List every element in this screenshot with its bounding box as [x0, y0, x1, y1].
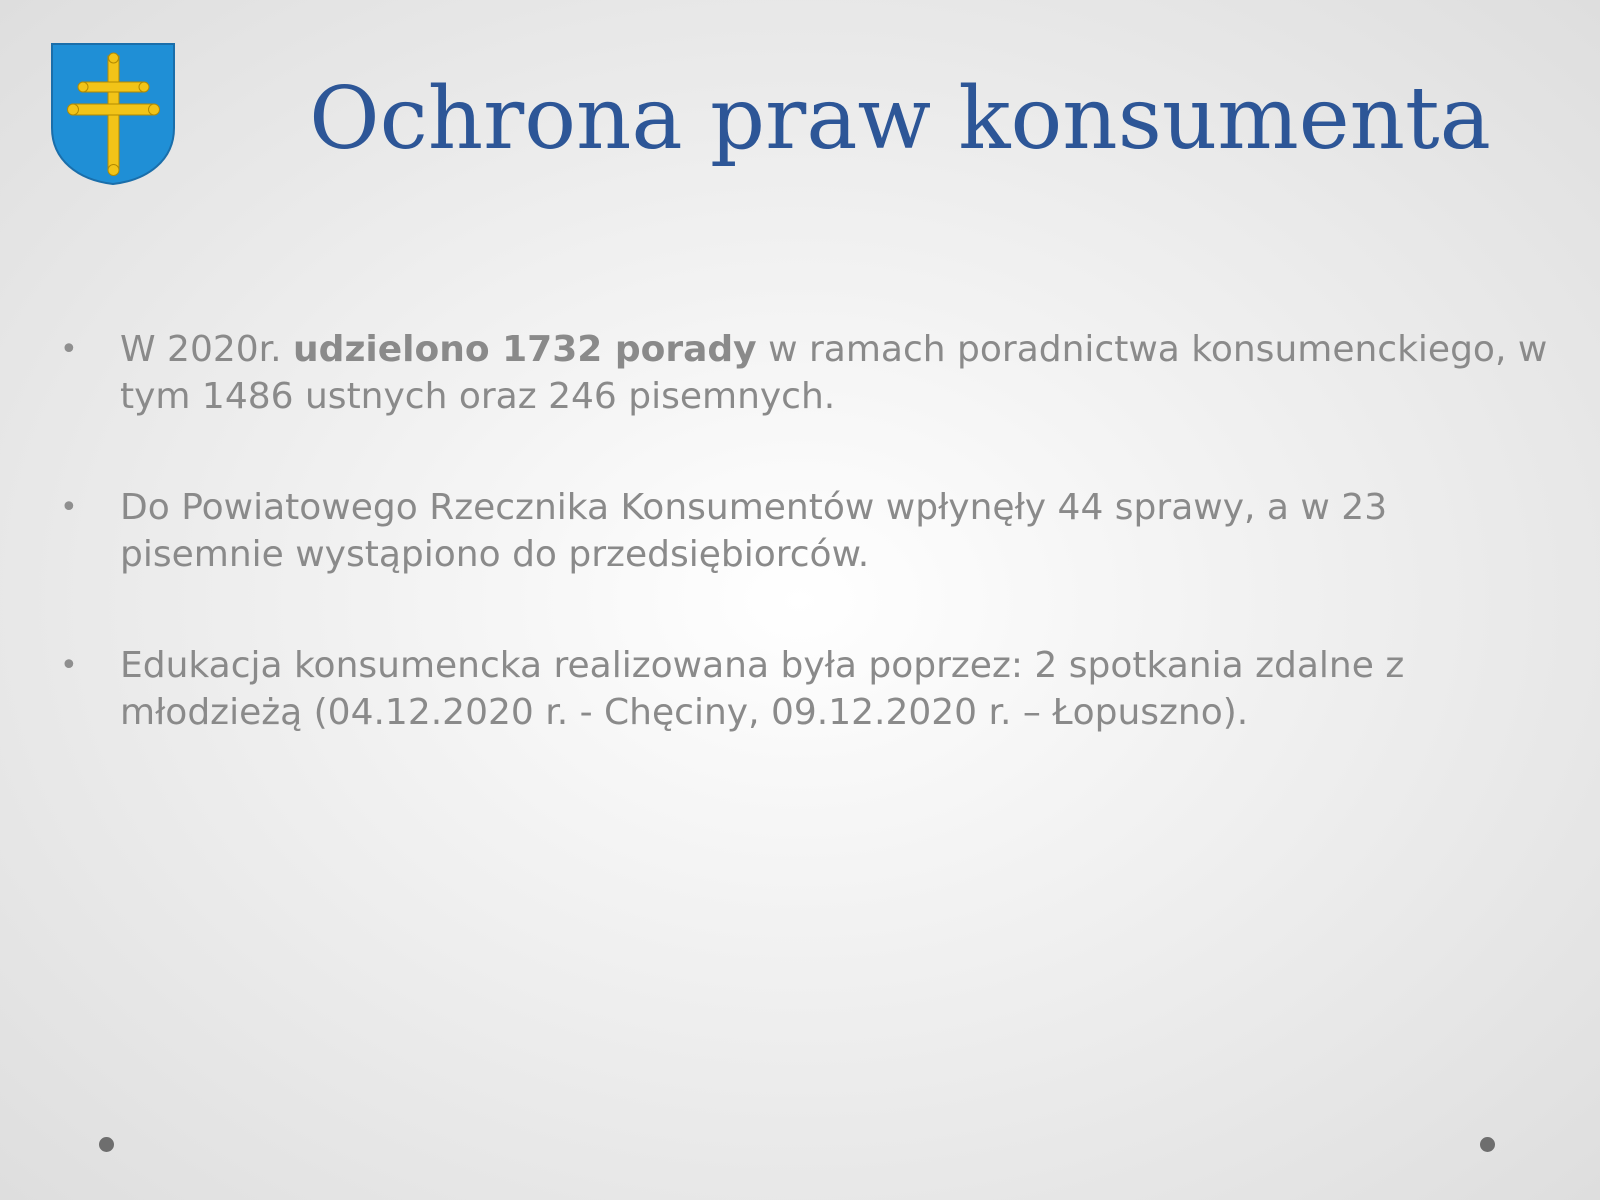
bullet-dot: •	[60, 648, 78, 683]
coat-of-arms-icon	[50, 42, 176, 186]
bullet-text-post: w ramach poradnictwa konsumenckiego, w tym 1486 ustnych oraz 246 pisemnych.	[120, 329, 1548, 417]
bullet-item	[56, 642, 1556, 736]
bullet-item	[56, 326, 1556, 420]
corner-dot-left	[99, 1137, 114, 1152]
bullet-text-bold: udzielono 1732 porady	[293, 329, 757, 370]
corner-dot-right	[1480, 1137, 1495, 1152]
bullet-item	[56, 484, 1556, 578]
bullet-dot: •	[60, 490, 78, 525]
bullet-text: Do Powiatowego Rzecznika Konsumentów wpłynęły 44 sprawy, a w 23 pisemnie wystąpiono do przedsiębiorców.	[120, 487, 1388, 575]
bullet-text-pre: W 2020r.	[120, 329, 294, 370]
bullet-list	[56, 326, 1556, 800]
bullet-dot: •	[60, 332, 78, 367]
slide-title: Ochrona praw konsumenta	[309, 69, 1491, 169]
bullet-text: Edukacja konsumencka realizowana była poprzez: 2 spotkania zdalne z młodzieżą (04.12.2020 r. - Chęciny, 09.12.2020 r. – Łopuszno).	[120, 645, 1405, 733]
center-glow	[775, 575, 825, 625]
